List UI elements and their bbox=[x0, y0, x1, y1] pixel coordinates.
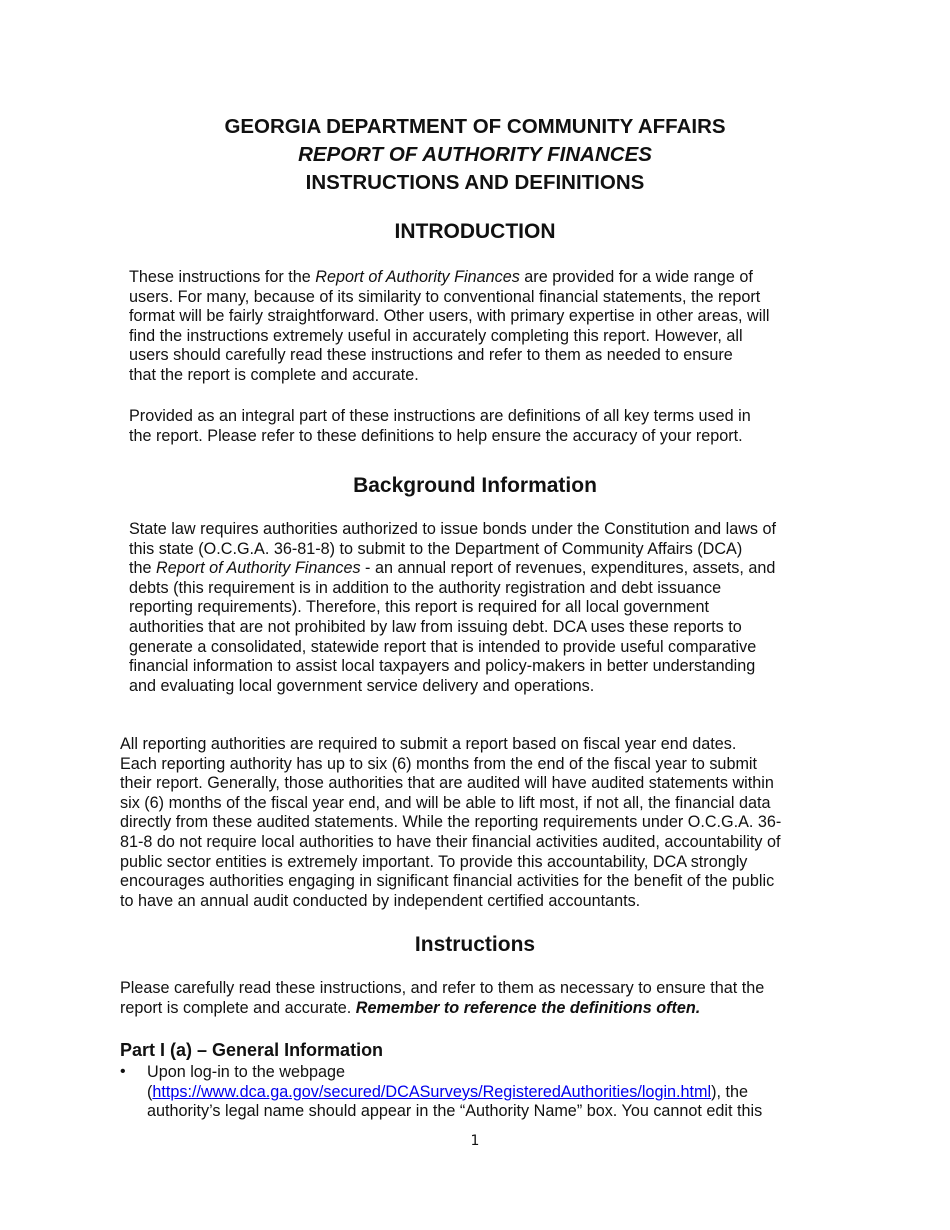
text-line: Provided as an integral part of these instructions are definitions of all key terms used in bbox=[129, 407, 751, 425]
text-run: the bbox=[129, 559, 157, 578]
title-agency: GEORGIA DEPARTMENT OF COMMUNITY AFFAIRS bbox=[224, 115, 726, 138]
text-line: 81-8 do not require local authorities to have their financial activities audited, accountability of bbox=[120, 832, 781, 851]
text-line: Each reporting authority has up to six (6) months from the end of the fiscal year to submit bbox=[120, 754, 758, 773]
text-line: directly from these audited statements. While the reporting requirements under O.C.G.A. 36- bbox=[120, 813, 782, 832]
bullet-item bbox=[147, 1063, 762, 1122]
text-line: financial information to assist local taxpayers and policy-makers in better understanding bbox=[129, 657, 756, 676]
text-line: encourages authorities engaging in significant financial activities for the benefit of the public bbox=[120, 872, 775, 891]
text-line: generate a consolidated, statewide report that is intended to provide useful comparative bbox=[129, 637, 757, 656]
text-run-bold-italic: Remember to reference the definitions often. bbox=[355, 998, 701, 1017]
intro-p1-first-line bbox=[129, 268, 770, 288]
text-line bbox=[147, 1083, 762, 1103]
text-line: authorities that are not prohibited by law from issuing debt. DCA uses these reports to bbox=[129, 617, 742, 636]
text-line: All reporting authorities are required to submit a report based on fiscal year end dates. bbox=[120, 735, 737, 753]
text-line: Please carefully read these instructions, and refer to them as necessary to ensure that the bbox=[120, 979, 765, 997]
text-line bbox=[129, 559, 776, 579]
text-run: are provided for a wide range of bbox=[519, 268, 753, 286]
title-subtitle: INSTRUCTIONS AND DEFINITIONS bbox=[305, 171, 645, 194]
text-line: State law requires authorities authorized to issue bonds under the Constitution and laws of bbox=[129, 520, 776, 538]
text-run: ), the bbox=[711, 1082, 749, 1101]
text-run: report is complete and accurate. bbox=[120, 998, 356, 1017]
text-line: authority’s legal name should appear in the “Authority Name” box. You cannot edit this bbox=[147, 1102, 763, 1121]
text-run: These instructions for the bbox=[129, 268, 316, 286]
heading-introduction: INTRODUCTION bbox=[394, 220, 556, 243]
heading-background-information: Background Information bbox=[353, 474, 597, 497]
document-title bbox=[0, 113, 950, 197]
background-paragraph-2 bbox=[120, 735, 781, 911]
text-line: public sector entities is extremely important. To provide this accountability, DCA strongly bbox=[120, 852, 748, 871]
text-line bbox=[120, 999, 764, 1019]
text-line: reporting requirements). Therefore, this report is required for all local government bbox=[129, 598, 710, 617]
heading-instructions: Instructions bbox=[414, 933, 536, 956]
intro-paragraph-1 bbox=[129, 268, 770, 386]
title-report-name: REPORT OF AUTHORITY FINANCES bbox=[298, 143, 652, 166]
text-line: to have an annual audit conducted by independent certified accountants. bbox=[120, 891, 641, 910]
text-line: Upon log-in to the webpage bbox=[147, 1063, 345, 1081]
page-number: 1 bbox=[470, 1133, 480, 1149]
text-line: and evaluating local government service delivery and operations. bbox=[129, 676, 595, 695]
text-run-italic: Report of Authority Finances bbox=[315, 268, 520, 286]
intro-paragraph-2 bbox=[129, 407, 751, 446]
text-line: users. For many, because of its similarity to conventional financial statements, the report bbox=[129, 287, 761, 306]
heading-part-1a: Part I (a) – General Information bbox=[120, 1040, 384, 1060]
instructions-paragraph bbox=[120, 979, 764, 1018]
text-run: - an annual report of revenues, expenditures, assets, and bbox=[360, 559, 776, 578]
bullet-icon: • bbox=[120, 1063, 126, 1080]
text-line: debts (this requirement is in addition to the authority registration and debt issuance bbox=[129, 578, 722, 597]
text-line: format will be fairly straightforward. Other users, with primary expertise in other areas, will bbox=[129, 307, 770, 326]
text-run: ( bbox=[147, 1082, 153, 1101]
login-link[interactable]: https://www.dca.ga.gov/secured/DCASurveys/RegisteredAuthorities/login.html bbox=[152, 1082, 712, 1101]
background-paragraph-1 bbox=[129, 520, 776, 696]
text-line: that the report is complete and accurate. bbox=[129, 365, 419, 384]
text-line: their report. Generally, those authorities that are audited will have audited statements within bbox=[120, 774, 774, 793]
text-line: six (6) months of the fiscal year end, and will be able to lift most, if not all, the financial data bbox=[120, 793, 771, 812]
text-line: this state (O.C.G.A. 36-81-8) to submit to the Department of Community Affairs (DCA) bbox=[129, 539, 743, 558]
text-run-italic: Report of Authority Finances bbox=[156, 559, 361, 578]
text-line: users should carefully read these instructions and refer to them as needed to ensure bbox=[129, 346, 733, 365]
text-line: find the instructions extremely useful in accurately completing this report. However, all bbox=[129, 326, 743, 345]
text-line: the report. Please refer to these definitions to help ensure the accuracy of your report. bbox=[129, 426, 743, 445]
